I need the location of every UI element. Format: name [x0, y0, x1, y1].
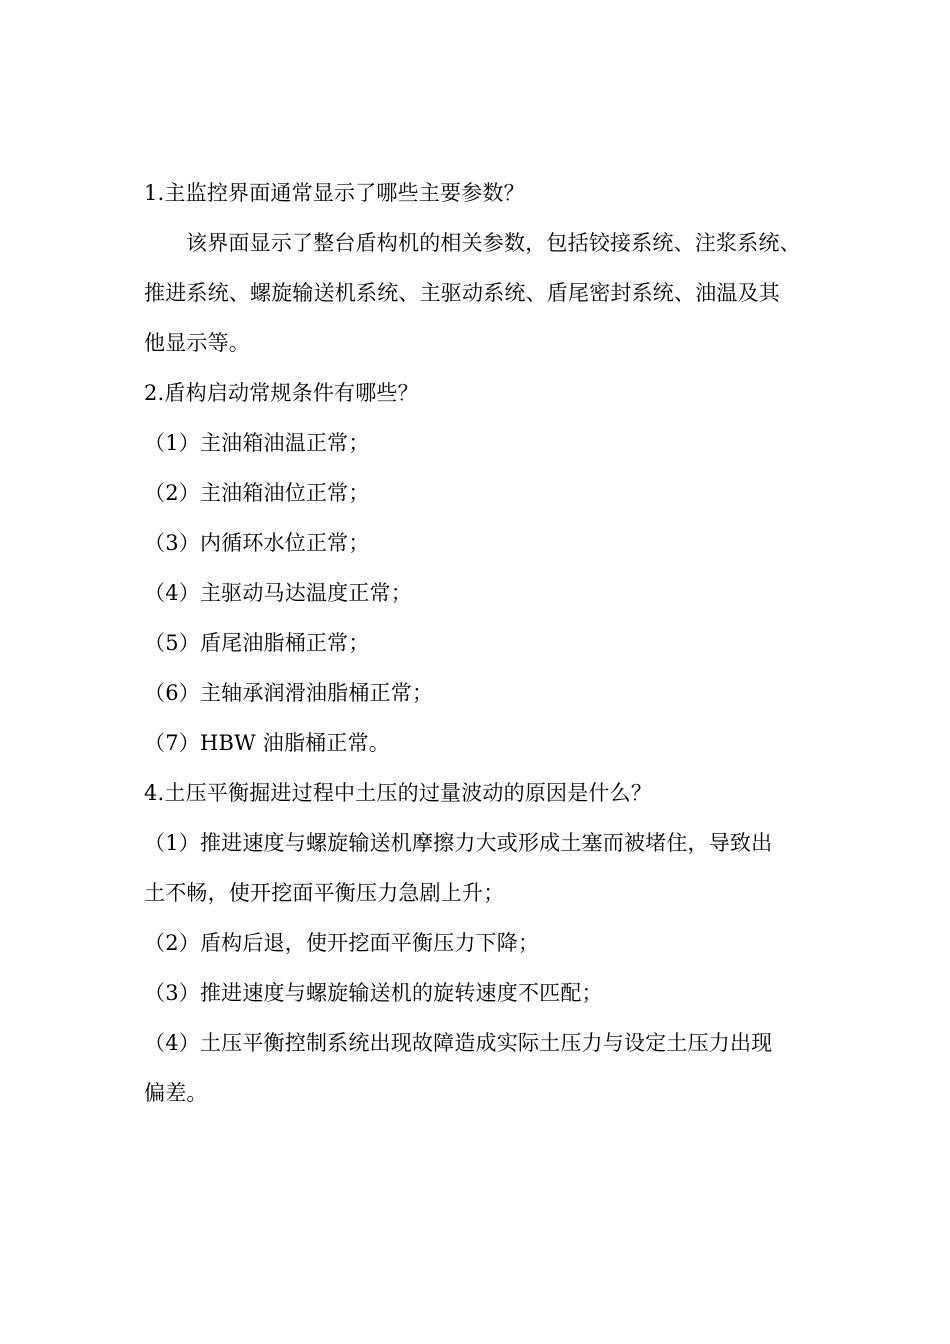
question-2-item: （3）内循环水位正常； [144, 531, 370, 555]
question-2-item: （6）主轴承润滑油脂桶正常； [144, 681, 434, 705]
document-body [144, 168, 814, 1118]
question-2-item: （5）盾尾油脂桶正常； [144, 631, 370, 655]
question-2-item: （4）主驱动马达温度正常； [144, 581, 412, 605]
question-4-item-line: （1）推进速度与螺旋输送机摩擦力大或形成土塞而被堵住，导致出 [144, 831, 773, 855]
question-4-item-line: 土不畅，使开挖面平衡压力急剧上升； [144, 881, 505, 905]
question-4-item-line: （2）盾构后退，使开挖面平衡压力下降； [144, 931, 540, 955]
question-4-title: 4.土压平衡掘进过程中土压的过量波动的原因是什么？ [144, 781, 653, 805]
question-2-item: （7）HBW 油脂桶正常。 [144, 731, 390, 755]
question-1-answer-line: 推进系统、螺旋输送机系统、主驱动系统、盾尾密封系统、油温及其 [144, 281, 780, 305]
question-2-item: （2）主油箱油位正常； [144, 481, 370, 505]
question-1-answer-line: 他显示等。 [144, 331, 250, 355]
question-2-title: 2.盾构启动常规条件有哪些？ [144, 381, 419, 405]
question-1-title: 1.主监控界面通常显示了哪些主要参数？ [144, 181, 525, 205]
question-4-item-line: （4）土压平衡控制系统出现故障造成实际土压力与设定土压力出现 [144, 1031, 773, 1055]
question-4-item-line: 偏差。 [144, 1081, 208, 1105]
question-1-answer-line: 该界面显示了整台盾构机的相关参数，包括铰接系统、注浆系统、 [186, 231, 801, 255]
question-2-item: （1）主油箱油温正常； [144, 431, 370, 455]
question-4-item-line: （3）推进速度与螺旋输送机的旋转速度不匹配； [144, 981, 603, 1005]
